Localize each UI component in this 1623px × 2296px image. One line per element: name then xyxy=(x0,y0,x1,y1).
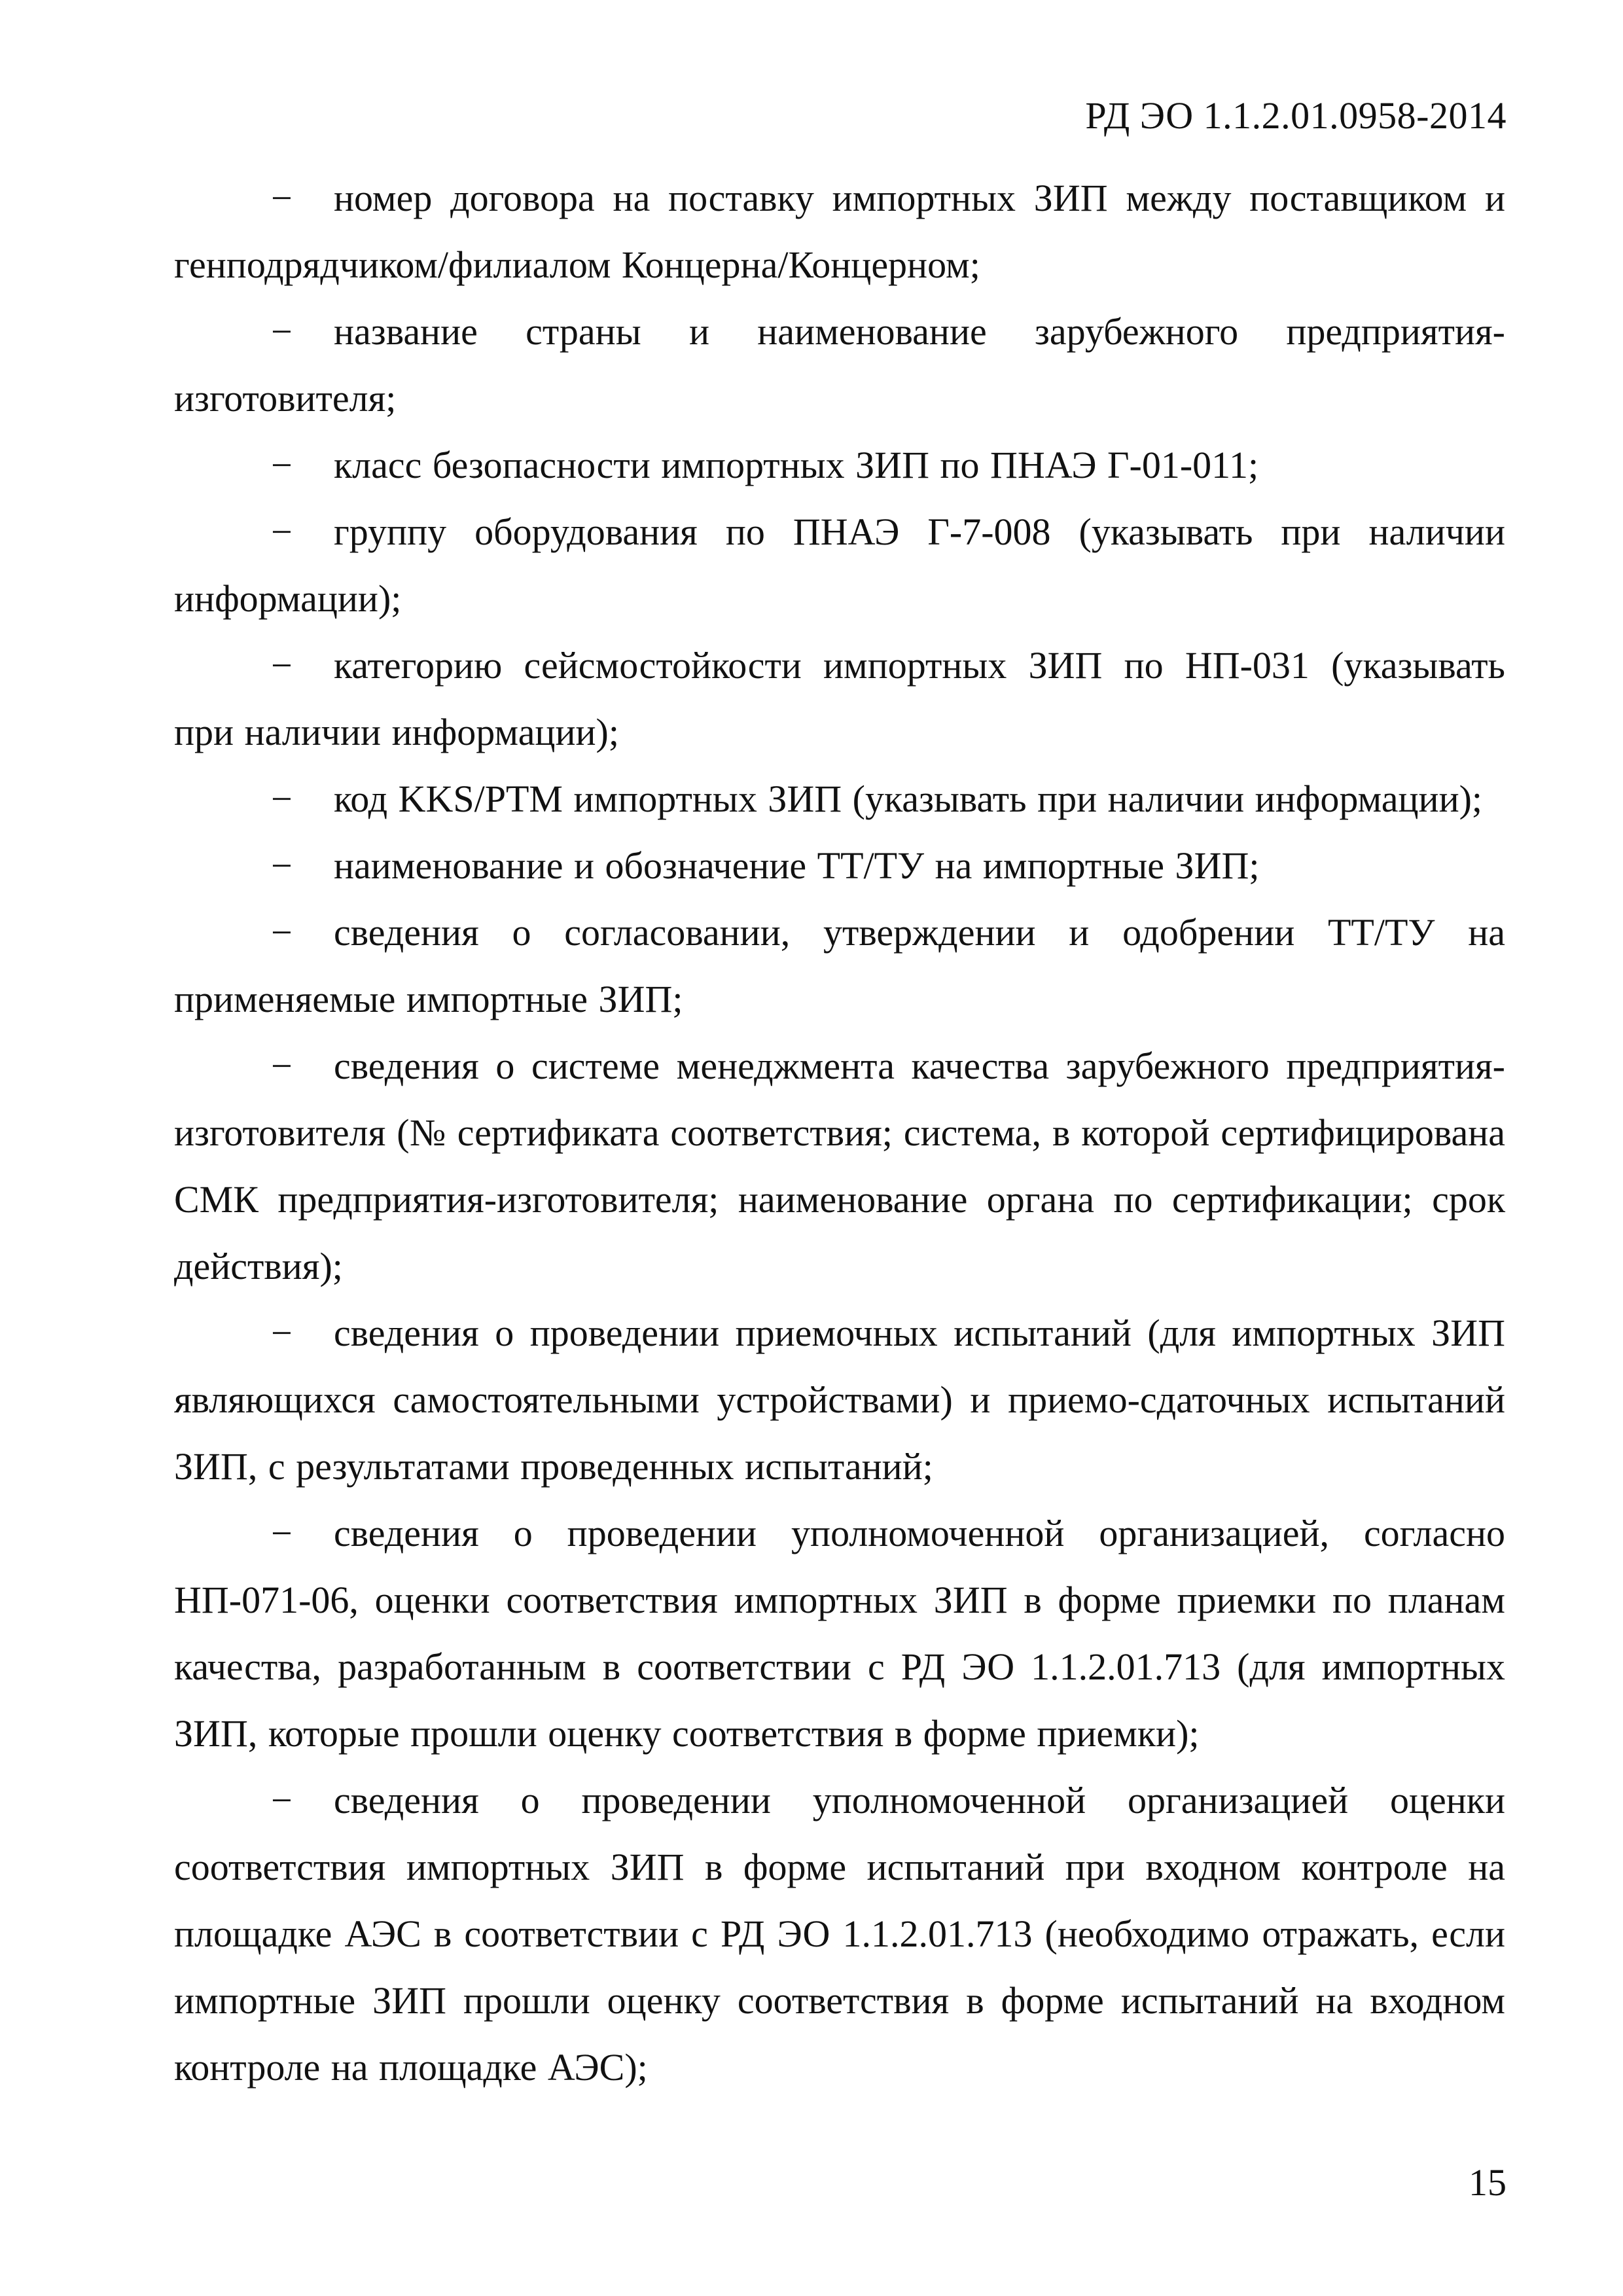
list-item-text: класс безопасности импортных ЗИП по ПНАЭ Г-01-011; xyxy=(334,444,1259,486)
list-dash: − xyxy=(271,644,293,687)
list-item-text: сведения о согласовании, утверждении и одобрении ТТ/ТУ на применяемые импортные ЗИП; xyxy=(174,911,1505,1020)
list-dash: − xyxy=(271,1045,293,1087)
list-item xyxy=(174,833,1505,899)
list-item xyxy=(174,432,1505,499)
list-dash: − xyxy=(271,778,293,820)
list-dash: − xyxy=(271,1512,293,1554)
list-item-text: группу оборудования по ПНАЭ Г-7-008 (указывать при наличии информации); xyxy=(174,511,1505,620)
list-item xyxy=(174,1300,1505,1500)
list-dash: − xyxy=(271,1779,293,1821)
list-dash: − xyxy=(271,511,293,553)
requirements-list xyxy=(174,165,1505,2101)
list-item-text: номер договора на поставку импортных ЗИП между поставщиком и генподрядчиком/филиалом Концерна/Концерном; xyxy=(174,177,1505,286)
list-item xyxy=(174,1767,1505,2101)
document-code-header: РД ЭО 1.1.2.01.0958-2014 xyxy=(1085,94,1507,137)
list-dash: − xyxy=(271,444,293,486)
page-number: 15 xyxy=(1469,2161,1507,2204)
list-item-text: код KKS/PTM импортных ЗИП (указывать при наличии информации); xyxy=(334,778,1483,820)
list-item-text: наименование и обозначение ТТ/ТУ на импортные ЗИП; xyxy=(334,844,1260,887)
list-item-text: категорию сейсмостойкости импортных ЗИП по НП-031 (указывать при наличии информации); xyxy=(174,644,1505,753)
list-dash: − xyxy=(271,310,293,353)
list-item xyxy=(174,298,1505,432)
list-item xyxy=(174,632,1505,766)
list-item xyxy=(174,899,1505,1033)
list-item xyxy=(174,766,1505,833)
list-item-text: сведения о проведении приемочных испытаний (для импортных ЗИП являющихся самостоятельными устройствами) и приемо-сдаточных испытаний ЗИП, с результатами проведенных испытаний; xyxy=(174,1312,1505,1488)
list-dash: − xyxy=(271,177,293,219)
list-item xyxy=(174,1033,1505,1300)
list-item xyxy=(174,1500,1505,1767)
list-item-text: сведения о проведении уполномоченной организацией, согласно НП-071-06, оценки соответствия импортных ЗИП в форме приемки по планам качества, разработанным в соответствии с РД ЭО 1.1.2.01.713 (для импортных ЗИП, которые прошли оценку соответствия в форме приемки); xyxy=(174,1512,1505,1755)
list-dash: − xyxy=(271,1312,293,1354)
list-dash: − xyxy=(271,844,293,887)
list-dash: − xyxy=(271,911,293,954)
list-item xyxy=(174,165,1505,298)
list-item-text: название страны и наименование зарубежного предприятия-изготовителя; xyxy=(174,310,1505,420)
list-item xyxy=(174,499,1505,632)
list-item-text: сведения о системе менеджмента качества зарубежного предприятия-изготовителя (№ сертификата соответствия; система, в которой сертифицирована СМК предприятия-изготовителя; наименование органа по сертификации; срок действия); xyxy=(174,1045,1505,1287)
list-item-text: сведения о проведении уполномоченной организацией оценки соответствия импортных ЗИП в форме испытаний при входном контроле на площадке АЭС в соответствии с РД ЭО 1.1.2.01.713 (необходимо отражать, если импортные ЗИП прошли оценку соответствия в форме испытаний на входном контроле на площадке АЭС); xyxy=(174,1779,1505,2089)
